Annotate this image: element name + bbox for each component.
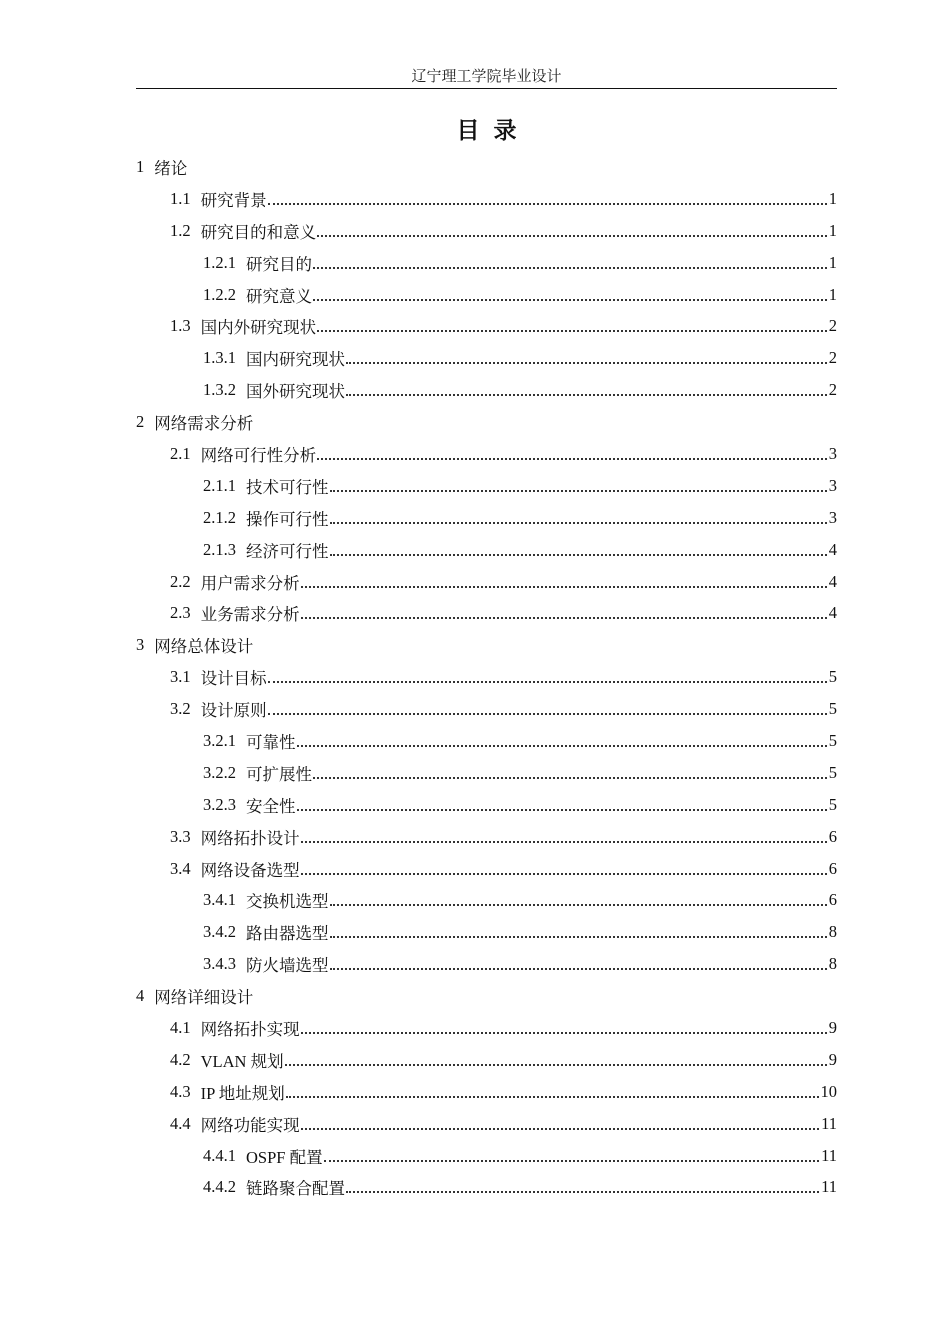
toc-dot-leader <box>268 203 827 205</box>
toc-entry-label: 网络详细设计 <box>154 988 254 1008</box>
toc-entry-number: 2.1.1 <box>203 475 236 495</box>
toc-entry-number: 4 <box>136 986 145 1006</box>
toc-entry-label: 设计目标 <box>200 669 267 689</box>
toc-dot-leader <box>346 362 827 364</box>
toc-entry-label: 研究目的和意义 <box>200 222 317 242</box>
toc-entry[interactable] <box>136 374 837 406</box>
toc-entry-page: 5 <box>828 667 837 687</box>
toc-entry-label: 路由器选型 <box>246 924 329 944</box>
toc-dot-leader <box>313 777 827 779</box>
toc-entry-number: 3.4.2 <box>203 922 236 942</box>
toc-dot-leader <box>301 841 827 843</box>
toc-entry-label: 网络拓扑设计 <box>200 828 300 848</box>
toc-entry-page: 6 <box>828 826 837 846</box>
toc-entry-label: 研究目的 <box>246 254 312 274</box>
toc-entry-number: 1.2.2 <box>203 284 236 304</box>
toc-dot-leader <box>286 1096 819 1098</box>
toc-entry[interactable] <box>136 1076 837 1108</box>
toc-entry-number: 3.3 <box>170 826 191 846</box>
toc-entry[interactable] <box>136 629 837 661</box>
toc-dot-leader <box>346 1191 819 1193</box>
toc-entry-page: 5 <box>828 730 837 750</box>
toc-entry-number: 4.4.2 <box>203 1177 236 1197</box>
toc-entry[interactable] <box>136 884 837 916</box>
toc-entry-label: 链路聚合配置 <box>246 1179 345 1199</box>
toc-entry-page: 3 <box>828 475 837 495</box>
toc-entry-label: 国外研究现状 <box>246 382 345 402</box>
toc-dot-leader <box>313 299 827 301</box>
toc-entry-label: 研究背景 <box>200 190 267 210</box>
toc-entry[interactable] <box>136 1012 837 1044</box>
toc-dot-leader <box>301 1032 827 1034</box>
toc-dot-leader <box>301 586 827 588</box>
toc-dot-leader <box>297 745 827 747</box>
toc-entry[interactable] <box>136 151 837 183</box>
toc-entry-label: 交换机选型 <box>246 892 329 912</box>
toc-entry-number: 1.3.1 <box>203 348 236 368</box>
toc-dot-leader <box>301 873 827 875</box>
toc-entry-number: 4.4.1 <box>203 1145 236 1165</box>
toc-entry-page: 1 <box>828 188 837 208</box>
toc-entry-page: 9 <box>828 1049 837 1069</box>
toc-entry-number: 3.4.3 <box>203 954 236 974</box>
toc-dot-leader <box>317 330 827 332</box>
toc-entry[interactable] <box>136 789 837 821</box>
toc-entry-number: 3.4 <box>170 858 191 878</box>
toc-entry[interactable] <box>136 406 837 438</box>
toc-dot-leader <box>330 554 827 556</box>
toc-entry-page: 9 <box>828 1017 837 1037</box>
toc-entry-number: 1.2.1 <box>203 252 236 272</box>
toc-entry-label: 操作可行性 <box>246 509 329 529</box>
toc-dot-leader <box>268 681 827 683</box>
toc-dot-leader <box>268 713 827 715</box>
toc-entry[interactable] <box>136 183 837 215</box>
toc-entry-label: 可扩展性 <box>246 764 312 784</box>
toc-entry[interactable] <box>136 821 837 853</box>
toc-entry-label: 绪论 <box>154 158 188 178</box>
toc-entry-number: 1.2 <box>170 220 191 240</box>
toc-dot-leader <box>324 1160 820 1162</box>
toc-entry-page: 2 <box>828 348 837 368</box>
toc-entry-page: 10 <box>820 1081 837 1101</box>
toc-entry[interactable] <box>136 757 837 789</box>
toc-entry-number: 4.4 <box>170 1113 191 1133</box>
toc-entry-label: 业务需求分析 <box>200 605 300 625</box>
toc-dot-leader <box>330 936 827 938</box>
toc-entry-number: 1.1 <box>170 188 191 208</box>
toc-dot-leader <box>330 968 827 970</box>
toc-entry-label: 网络总体设计 <box>154 637 254 657</box>
toc-dot-leader <box>301 1128 819 1130</box>
toc-entry[interactable] <box>136 1172 837 1204</box>
toc-entry-page: 4 <box>828 603 837 623</box>
toc-entry-page: 4 <box>828 539 837 559</box>
toc-entry-number: 2 <box>136 412 145 432</box>
toc-entry[interactable] <box>136 980 837 1012</box>
toc-dot-leader <box>330 522 827 524</box>
toc-dot-leader <box>285 1064 827 1066</box>
toc-entry[interactable] <box>136 279 837 311</box>
toc-dot-leader <box>301 617 827 619</box>
toc-entry-label: VLAN 规划 <box>200 1051 284 1071</box>
toc-entry[interactable] <box>136 725 837 757</box>
toc-entry-number: 3.4.1 <box>203 890 236 910</box>
toc-entry-label: 可靠性 <box>246 732 296 752</box>
toc-entry-page: 1 <box>828 252 837 272</box>
toc-entry[interactable] <box>136 693 837 725</box>
toc-entry-page: 3 <box>828 443 837 463</box>
toc-entry-label: 设计原则 <box>200 701 267 721</box>
toc-entry-number: 3.2.1 <box>203 730 236 750</box>
toc-entry-label: 网络拓扑实现 <box>200 1019 300 1039</box>
toc-entry-number: 2.1.3 <box>203 539 236 559</box>
toc-entry-label: 安全性 <box>246 796 296 816</box>
toc-entry-page: 5 <box>828 794 837 814</box>
toc-entry-label: 网络可行性分析 <box>200 445 317 465</box>
toc-dot-leader <box>330 490 827 492</box>
toc-entry-number: 3.2.2 <box>203 762 236 782</box>
page-header: 辽宁理工学院毕业设计 <box>411 69 562 85</box>
toc-entry-page: 5 <box>828 699 837 719</box>
toc-entry[interactable] <box>136 215 837 247</box>
toc-entry-number: 1 <box>136 156 145 176</box>
toc-entry[interactable] <box>136 247 837 279</box>
toc-entry[interactable] <box>136 597 837 629</box>
toc-entry[interactable] <box>136 534 837 566</box>
toc-entry-number: 4.1 <box>170 1017 191 1037</box>
toc-entry-page: 1 <box>828 220 837 240</box>
toc-entry-number: 2.2 <box>170 571 191 591</box>
toc-entry-label: 网络设备选型 <box>200 860 300 880</box>
toc-entry-label: 国内研究现状 <box>246 350 345 370</box>
toc-entry[interactable] <box>136 1108 837 1140</box>
toc-entry-page: 2 <box>828 316 837 336</box>
toc-dot-leader <box>317 458 827 460</box>
toc-entry-label: 经济可行性 <box>246 541 329 561</box>
toc-entry-label: 研究意义 <box>246 286 312 306</box>
table-of-contents <box>136 151 837 1203</box>
toc-entry-page: 8 <box>828 922 837 942</box>
toc-entry-number: 4.3 <box>170 1081 191 1101</box>
toc-dot-leader <box>330 904 827 906</box>
toc-entry-number: 2.1.2 <box>203 507 236 527</box>
toc-title: 目录 <box>456 118 531 144</box>
toc-entry[interactable] <box>136 342 837 374</box>
toc-entry-number: 1.3.2 <box>203 380 236 400</box>
header-rule <box>136 88 837 89</box>
toc-entry-page: 4 <box>828 571 837 591</box>
toc-entry-number: 2.1 <box>170 443 191 463</box>
toc-entry-number: 3 <box>136 635 145 655</box>
toc-entry[interactable] <box>136 502 837 534</box>
toc-entry-label: 网络功能实现 <box>200 1115 300 1135</box>
toc-entry[interactable] <box>136 916 837 948</box>
toc-entry[interactable] <box>136 661 837 693</box>
toc-entry-number: 1.3 <box>170 316 191 336</box>
toc-entry-page: 6 <box>828 890 837 910</box>
toc-entry-label: 网络需求分析 <box>154 414 254 434</box>
toc-entry-label: IP 地址规划 <box>200 1083 285 1103</box>
toc-entry[interactable] <box>136 1140 837 1172</box>
toc-entry-number: 2.3 <box>170 603 191 623</box>
toc-dot-leader <box>297 809 827 811</box>
toc-entry[interactable] <box>136 853 837 885</box>
toc-entry-label: 防火墙选型 <box>246 956 329 976</box>
toc-entry[interactable] <box>136 438 837 470</box>
toc-entry[interactable] <box>136 310 837 342</box>
toc-entry[interactable] <box>136 1044 837 1076</box>
toc-dot-leader <box>313 267 827 269</box>
toc-entry-page: 11 <box>821 1113 837 1133</box>
toc-entry-number: 4.2 <box>170 1049 191 1069</box>
toc-entry-number: 3.1 <box>170 667 191 687</box>
toc-entry-label: 用户需求分析 <box>200 573 300 593</box>
toc-entry-page: 1 <box>828 284 837 304</box>
toc-entry[interactable] <box>136 566 837 598</box>
toc-entry-number: 3.2 <box>170 699 191 719</box>
toc-entry-label: 技术可行性 <box>246 477 329 497</box>
toc-entry-page: 2 <box>828 380 837 400</box>
toc-entry-page: 11 <box>821 1177 837 1197</box>
toc-entry-label: 国内外研究现状 <box>200 318 317 338</box>
toc-entry-number: 3.2.3 <box>203 794 236 814</box>
toc-entry[interactable] <box>136 470 837 502</box>
toc-entry-page: 3 <box>828 507 837 527</box>
toc-entry-page: 5 <box>828 762 837 782</box>
toc-entry[interactable] <box>136 948 837 980</box>
toc-entry-page: 11 <box>821 1145 837 1165</box>
toc-dot-leader <box>317 235 827 237</box>
toc-entry-label: OSPF 配置 <box>246 1147 323 1167</box>
toc-entry-page: 6 <box>828 858 837 878</box>
toc-dot-leader <box>346 394 827 396</box>
toc-entry-page: 8 <box>828 954 837 974</box>
